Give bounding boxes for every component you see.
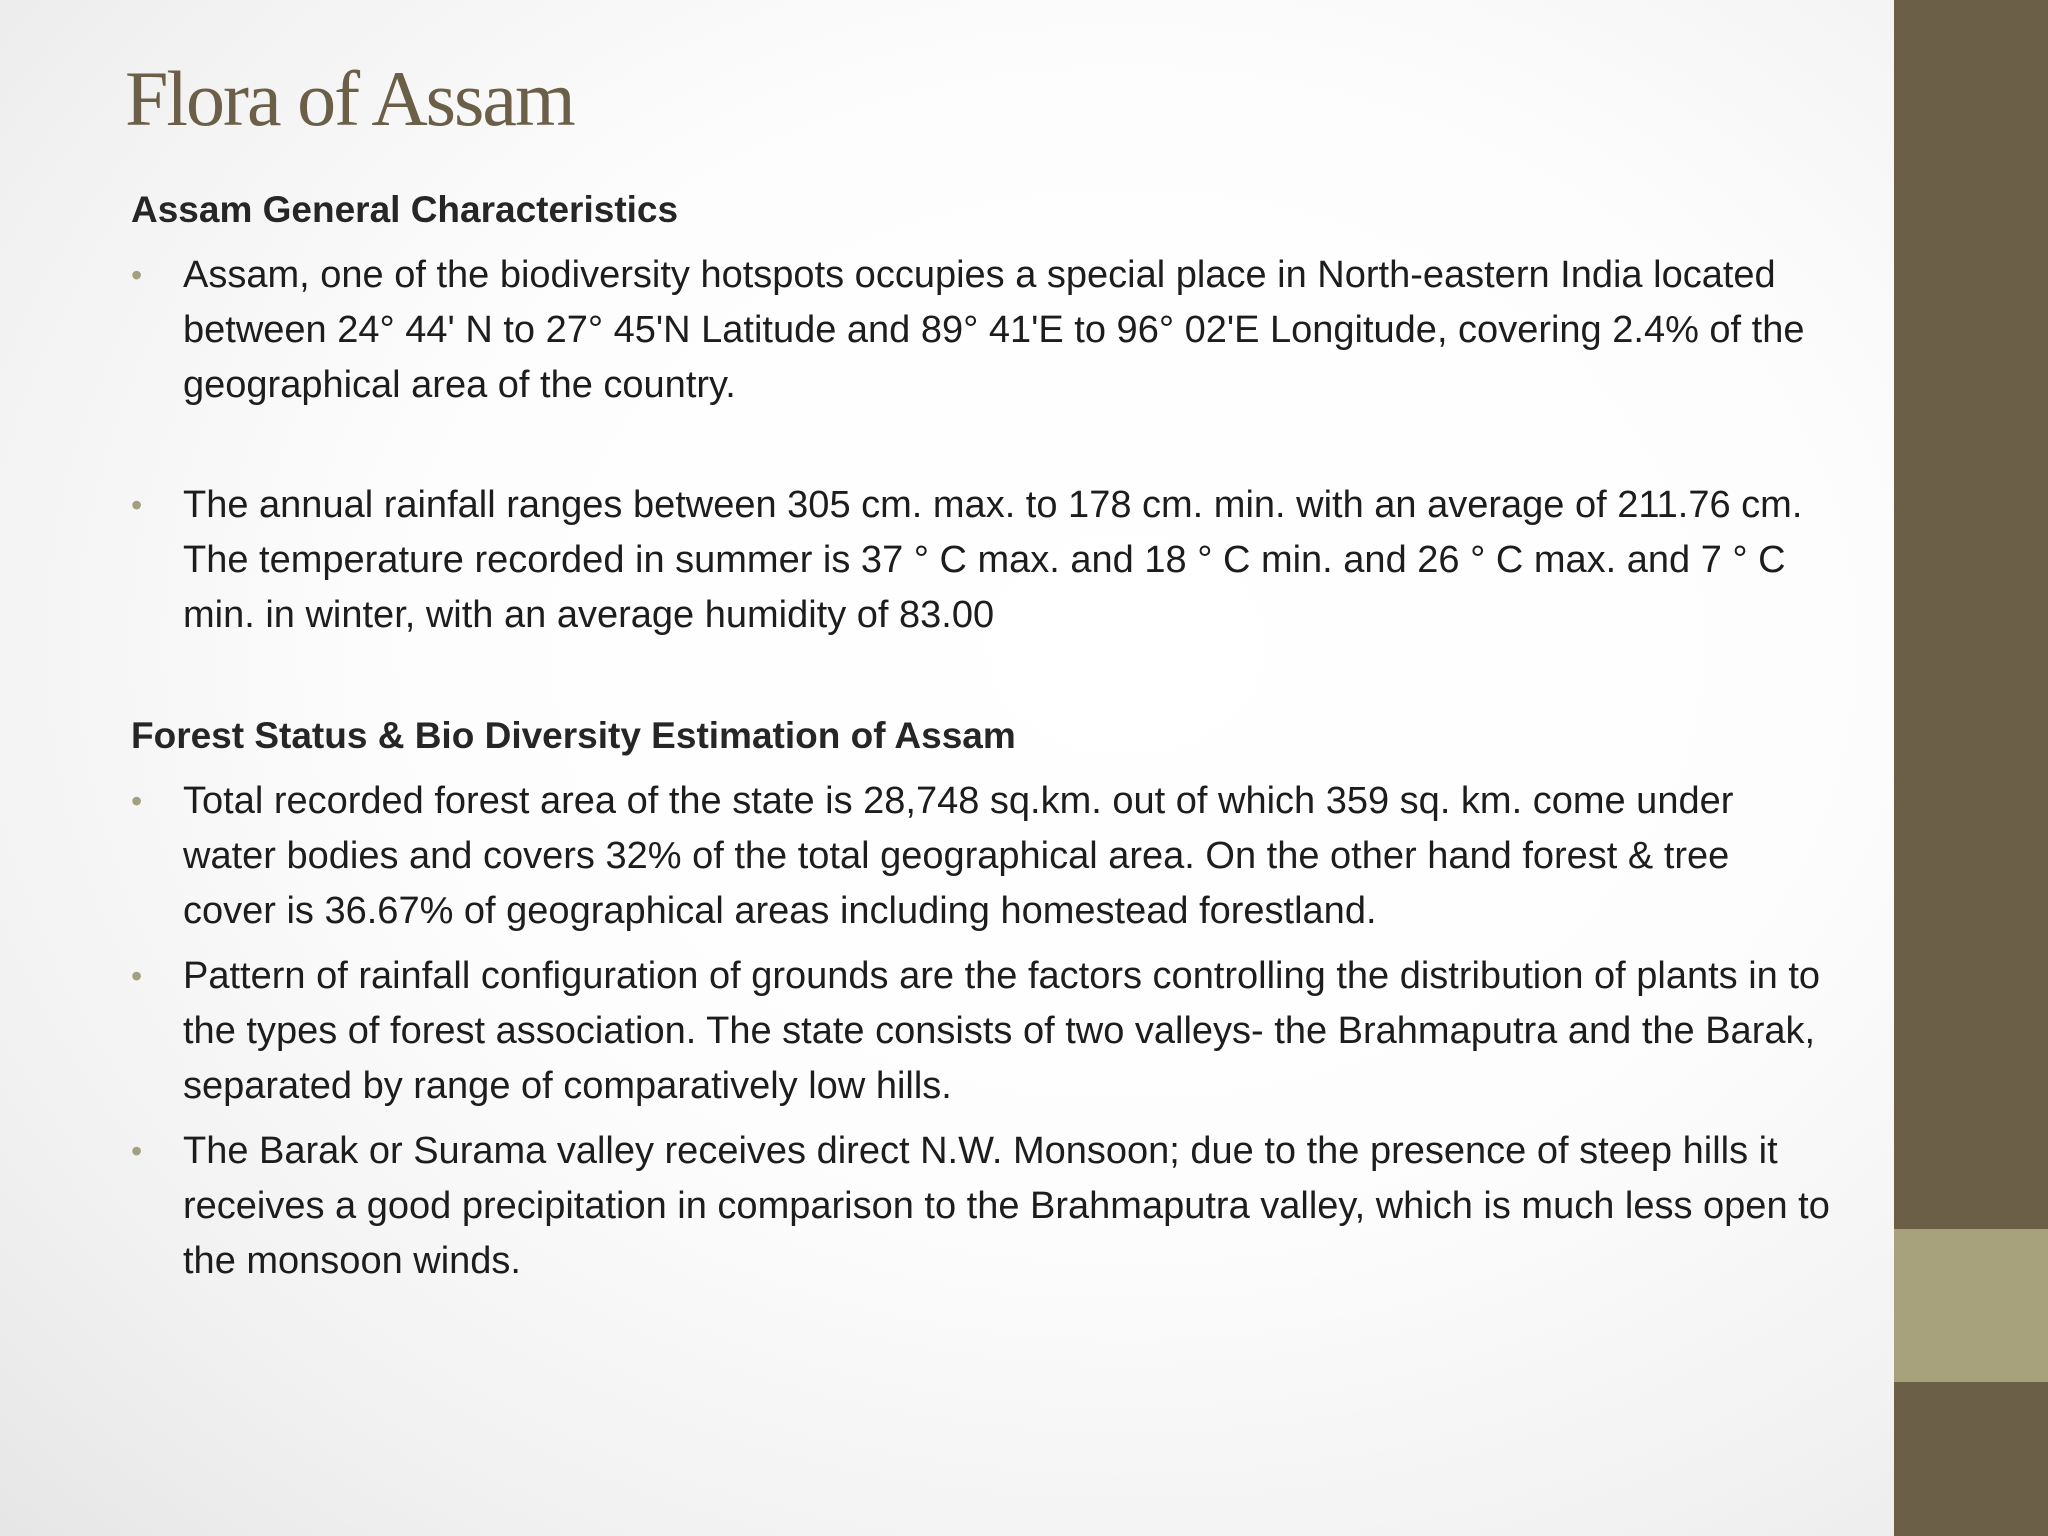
slide-content bbox=[131, 182, 1831, 1299]
bullet-item bbox=[131, 949, 1831, 1114]
bullet-text: The Barak or Surama valley receives direct N.W. Monsoon; due to the presence of steep hills it receives a good precipitation in comparison to the Brahmaputra valley, which is much less open to the monsoon winds. bbox=[183, 1130, 1830, 1282]
bullet-dot-icon: • bbox=[131, 1133, 143, 1169]
slide-title: Flora of Assam bbox=[125, 55, 574, 142]
bullet-text: The annual rainfall ranges between 305 cm. max. to 178 cm. min. with an average of 211.76 cm. The temperature recorded in summer is 37 ° C max. and 18 ° C min. and 26 ° C max. and 7 ° C min. in winter, with an average humidity of 83.00 bbox=[183, 484, 1803, 636]
bullet-item bbox=[131, 1124, 1831, 1289]
bullet-item bbox=[131, 478, 1831, 643]
bullet-dot-icon: • bbox=[131, 783, 143, 819]
bullet-text: Assam, one of the biodiversity hotspots occupies a special place in North-eastern India located between 24° 44' N to 27° 45'N Latitude and 89° 41'E to 96° 02'E Longitude, covering 2.4% of the geographical area of the country. bbox=[183, 254, 1805, 406]
bullet-dot-icon: • bbox=[131, 487, 143, 523]
bullet-dot-icon: • bbox=[131, 958, 143, 994]
section-heading-forest-status: Forest Status & Bio Diversity Estimation of Assam bbox=[131, 715, 1016, 756]
section-heading-general-characteristics: Assam General Characteristics bbox=[131, 189, 679, 230]
bullet-text: Total recorded forest area of the state is 28,748 sq.km. out of which 359 sq. km. come under water bodies and covers 32% of the total geographical area. On the other hand forest & tree cover is 36.67% of geographical areas including homestead forestland. bbox=[183, 780, 1734, 932]
bullet-item bbox=[131, 248, 1831, 413]
bullet-dot-icon: • bbox=[131, 257, 143, 293]
side-decorative-accent bbox=[1894, 1229, 2048, 1382]
bullet-text: Pattern of rainfall configuration of grounds are the factors controlling the distribution of plants in to the types of forest association. The state consists of two valleys- the Brahmaputra and the Barak, separated by range of comparatively low hills. bbox=[183, 955, 1821, 1107]
bullet-item bbox=[131, 774, 1831, 939]
